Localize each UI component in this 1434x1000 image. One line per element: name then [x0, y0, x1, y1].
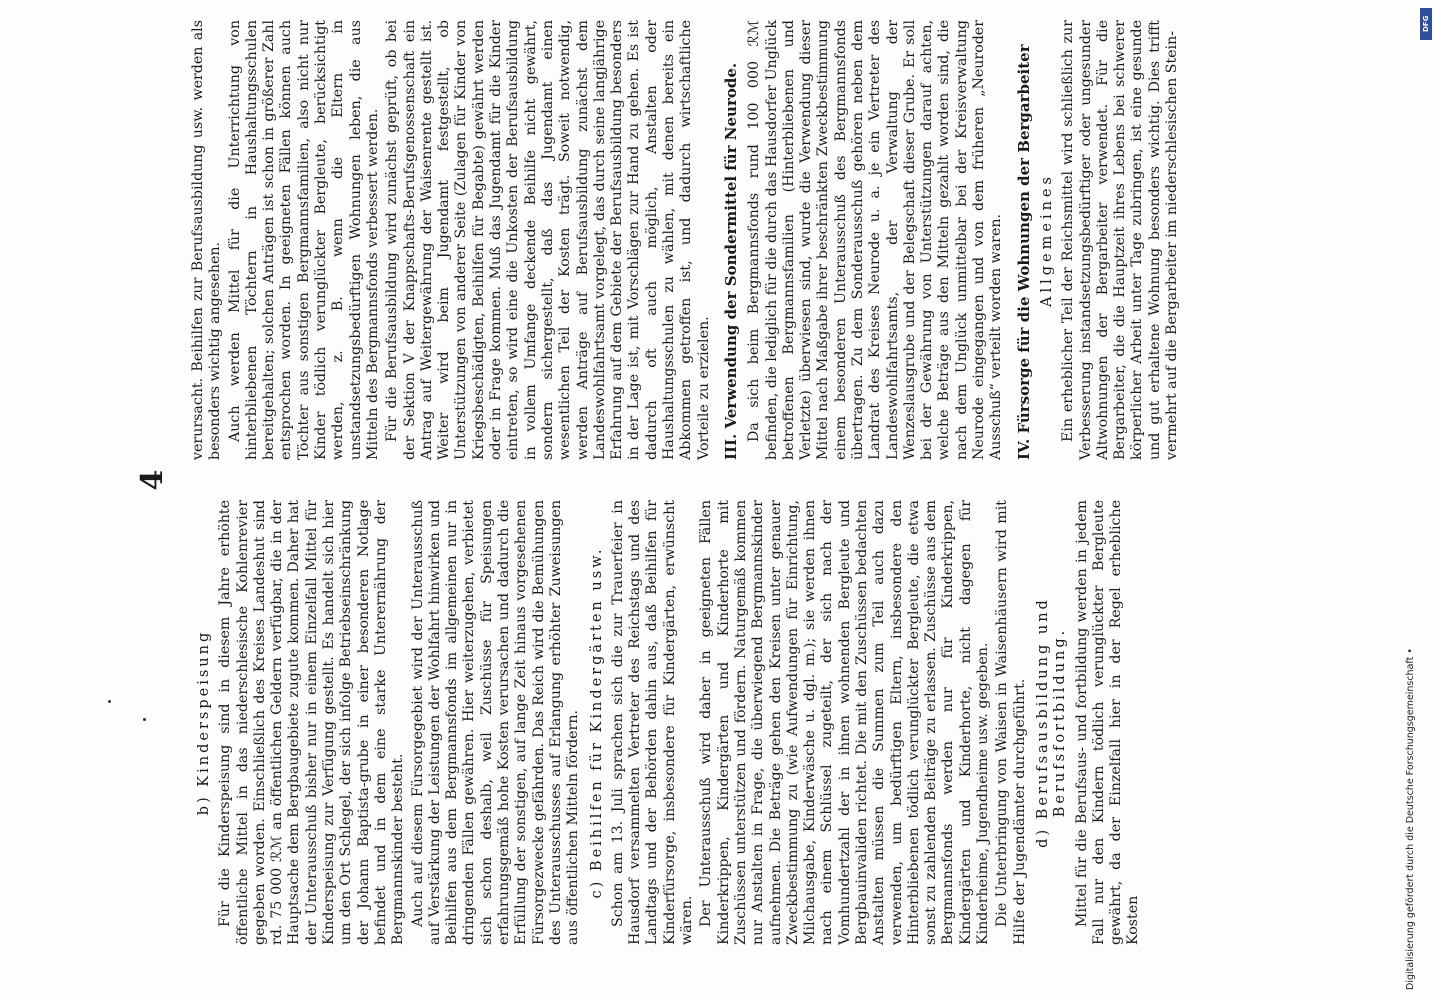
section-iii-paragraph-1: Da sich beim Bergmannsfonds rund 100 000 ℛℳ befinden, die lediglich für die durch das Hausdorfer Unglück betroffenen Bergmannsfamilien (Hinterbliebenen und Verletzte) überwiesen sind, wurde die Verwendung dieser Mittel nach Maßgabe ihrer beschränkten Zweckbestimmung einem besonderen Unterausschuß des Bergmannsfonds übertragen. Zu dem Sonderausschuß gehören neben dem Landrat des Kreises Neurode u. a. je ein Vertreter des Landeswohlfahrtsamts, der Verwaltung der Wenzeslausgrube und der Belegschaft dieser Grube. Er soll bei der Gewährung von Unterstützungen darauf achten, welche Beträge aus den Mitteln gezahlt worden sind, die nach dem Unglück unmittelbar bei der Kreisverwaltung Neurode eingegangen und von dem früheren „Neuroder Ausschuß“ verteilt worden waren. [746, 20, 1005, 460]
digitization-credit [1404, 10, 1430, 990]
scan-speck [108, 700, 111, 703]
right-paragraph-3: Für die Berufsausbildung wird zunächst geprüft, ob bei der Sektion V der Knappschafts-Berufsgenossenschaft ein Antrag auf Weitergewährung der Waisenrente gestellt ist. Weiter wird beim Jugendamt festgestellt, ob Unterstützungen von anderer Seite (Zulagen für Kinder von Kriegsbeschädigten, Beihilfen für Begabte) gewährt werden oder in Frage kommen. Muß das Jugendamt für die Kinder eintreten, so wird eine die Unkosten der Berufsausbildung in vollem Umfange deckende Beihilfe nicht gewährt, sondern sichergestellt, daß das Jugendamt einen wesentlichen Teil der Kosten trägt. Soweit notwendig, werden Anträge auf Berufsausbildung zunächst dem Landeswohlfahrtsamt vorgelegt, das durch seine langjährige Erfahrung auf dem Gebiete der Berufsausbildung besonders in der Lage ist, mit Vorschlägen zur Hand zu gehen. Es ist dadurch oft auch möglich, Anstalten oder Haushaltungsschulen zu wählen, mit denen bereits ein Abkommen getroffen ist, und dadurch wirtschaftliche Vorteile zu erzielen. [384, 20, 712, 460]
section-iv-paragraph-1: Ein erheblicher Teil der Reichsmittel wird schließlich zur Verbesserung instandsetzungsbedürftiger oder ungesunder Altwohnungen der Bergarbeiter verwendet. Für die Bergarbeiter, die die Hauptzeit ihres Lebens bei schwerer körperlicher Arbeit unter Tage zubringen, ist eine gesunde und gut erhaltene Wohnung besonders wichtig. Dies trifft vermehrt auf die Bergarbeiter im niederschlesischen Stein- [1060, 20, 1181, 460]
section-d-paragraph-1: Mittel für die Berufsaus- und fortbildung werden in jedem Fall nur den Kindern tödlich verunglückter Bergleute gewährt, da der Einzelfall hier in der Regel erhebliche Kosten [1073, 500, 1142, 945]
dfg-logo: DFG [1420, 8, 1432, 40]
left-column [190, 500, 1145, 945]
right-paragraph-2: Auch werden Mittel für die Unterrichtung von hinterbliebenen Töchtern in Haushaltungsschulen bereitgehalten; solchen Anträgen ist schon in größerer Zahl entsprochen worden. In geeigneten Fällen können auch Töchter aus sonstigen Bergmannsfamilien, also nicht nur Kinder tödlich verunglückter Bergleute, berücksichtigt werden, z. B. wenn die Eltern in unstandsetzungsbedürftigen Wohnungen leben, die aus Mitteln des Bergmannsfonds verbessert werden. [226, 20, 381, 460]
section-iv-subheading: Allgemeines [1038, 173, 1055, 307]
section-c-paragraph-1: Schon am 13. Juli sprachen sich die zur Trauerfeier in Hausdorf versammelten Vertreter des Reichstags und des Landtags und der Behörden dahin aus, daß Beihilfen für Kinderfürsorge, insbesondere für Kindergärten, erwünscht wären. [609, 500, 696, 945]
section-c-paragraph-2: Der Unterausschuß wird daher in geeigneten Fällen Kinderkrippen, Kindergärten und Kinderhorte mit Zuschüssen unterstützen und fördern. Naturgemäß kommen nur Anstalten in Frage, die überwiegend Bergmannskinder aufnehmen. Die Beträge gehen den Kreisen unter genauer Zweckbestimmung zu (wie Aufwendungen für Einrichtung, Milchausgabe, Kinderwäsche u. dgl. m.); sie werden ihnen nach einem Schlüssel zugeteilt, der sich nach der Vomhundertzahl der in ihnen wohnenden Bergleute und Bergbauinvaliden richtet. Die mit den Zuschüssen bedachten Anstalten müssen die Summen zum Teil auch dazu verwenden, um bedürftigen Eltern, insbesondere den Hinterbliebenen tödlich verunglückter Bergleute, die etwa sonst zu zahlenden Beiträge zu erlassen. Zuschüsse aus dem Bergmannsfonds werden nur für Kinderkrippen, Kindergärten und Kinderhorte, nicht dagegen für Kinderheime, Jugendheime usw. gegeben. [698, 500, 992, 945]
digitization-credit-text: Digitalisierung gefördert durch die Deutsche Forschungsgemeinschaft • [1405, 648, 1416, 990]
section-b-paragraph-1: Für die Kinderspeisung sind in diesem Jahre erhöhte öffentliche Mittel in das niederschlesische Kohlenrevier gegeben worden. Einschließlich des Kreises Landeshut sind rd. 75 000 ℛℳ an öffentlichen Geldern verfügbar, die in der Hauptsache dem Bergbaugebiete zugute kommen. Daher hat der Unterausschuß bisher nur in einem Einzelfall Mittel für Kinderspeisung zur Verfügung gestellt. Es handelt sich hier um den Ort Schlegel, der sich infolge Betriebseinschränkung der Johann Baptista-grube in einer besonderen Notlage befindet und in dem eine starke Unterernährung der Bergmannskinder besteht. [217, 500, 407, 945]
page-number: 4 [135, 469, 170, 491]
right-column [190, 20, 1183, 460]
section-b-heading: b) Kinderspeisung [196, 629, 212, 816]
section-iii-heading: III. Verwendung der Sondermittel für Neurode. [721, 62, 740, 460]
scan-speck [143, 718, 146, 721]
section-b-paragraph-2: Auch auf diesem Fürsorgegebiet wird der Unterausschuß auf Verstärkung der Leistungen der Wohlfahrt hinwirken und Beihilfen aus dem Bergmannsfonds im allgemeinen nur in dringenden Fällen gewähren. Hier weiterzugehen, verbietet sich schon deshalb, weil Zuschüsse für Speisungen erfahrungsgemäß hohe Kosten verursachen und dadurch die Erfüllung der sonstigen, auf lange Zeit hinaus vorgesehenen Fürsorgezwecke gefährden. Das Reich wird die Bemühungen des Unterausschusses auf Erlangung erhöhter Zuweisungen aus öffentlichen Mitteln fördern. [409, 500, 582, 945]
section-c-heading: c) Beihilfen für Kindergärten usw. [588, 546, 605, 899]
section-c-paragraph-3: Die Unterbringung von Waisen in Waisenhäusern wird mit Hilfe der Jugendämter durchgeführt. [994, 500, 1028, 945]
right-paragraph-1: verursacht. Beihilfen zur Berufsausbildung usw. werden als besonders wichtig angesehen. [190, 20, 224, 460]
section-iv-heading: IV. Fürsorge für die Wohnungen der Bergarbeiter [1014, 44, 1033, 460]
rotated-document-page [135, 0, 1280, 1000]
section-d-heading: d) Berufsausbildung und Berufsfortbildung. [1034, 597, 1069, 848]
